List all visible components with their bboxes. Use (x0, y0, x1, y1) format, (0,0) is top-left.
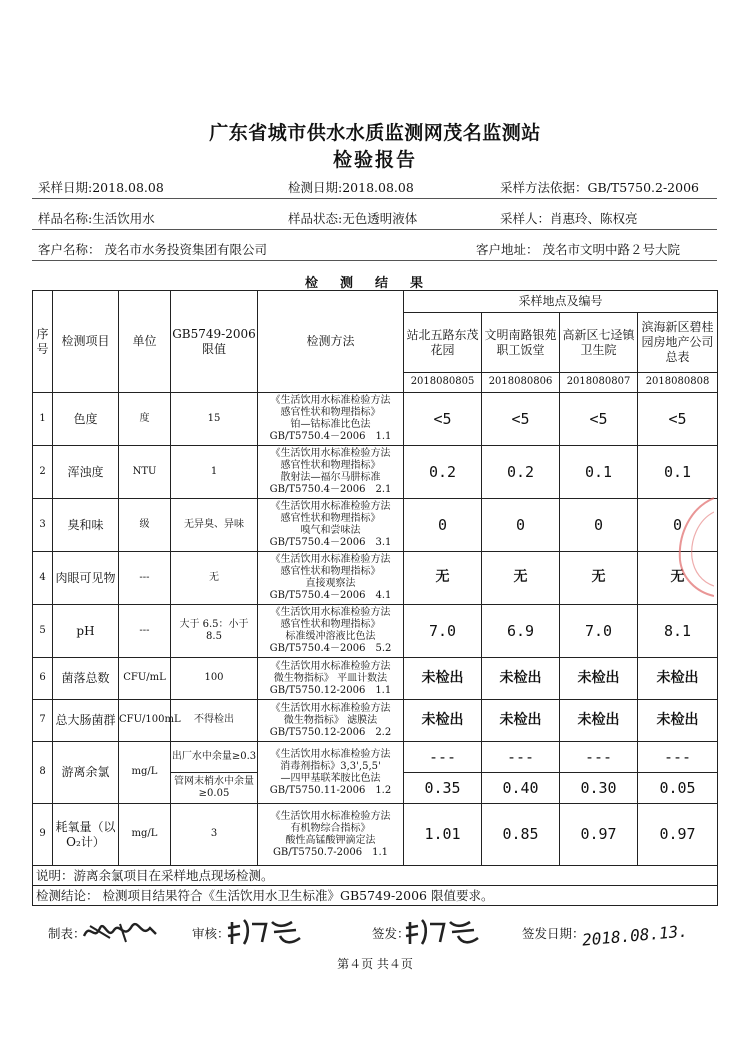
header-seq: 序号 (33, 291, 53, 393)
method-line: 嗅气和尝味法 (300, 525, 361, 536)
row-unit: mg/L (119, 742, 171, 804)
method-line: GB/T5750.4－2006 5.2 (269, 643, 392, 654)
method-line: GB/T5750.4－2006 2.1 (269, 484, 392, 495)
row-value: 未检出 (482, 700, 560, 742)
row-seq: 4 (33, 552, 53, 605)
test-date: 检测日期:2018.08.08 (288, 180, 414, 195)
prepared-by-label: 制表： (48, 926, 86, 941)
row-value: --- (482, 742, 560, 773)
row-value: 1.01 (404, 804, 482, 866)
row-value: 7.0 (404, 605, 482, 658)
row-limit: 管网末梢水中余量≥0.05 (171, 773, 258, 804)
method-line: 散射法—福尔马肼标准 (280, 472, 381, 483)
row-unit: 度 (119, 393, 171, 446)
reviewed-by-label: 审核： (192, 926, 230, 941)
site-name: 文明南路银苑职工饭堂 (482, 313, 560, 373)
row-value: 0.85 (482, 804, 560, 866)
row-method (258, 446, 404, 499)
row-value: 0.30 (560, 773, 638, 804)
site-code: 2018080806 (482, 373, 560, 393)
method-line: GB/T5750.12-2006 1.1 (269, 684, 392, 696)
row-seq: 1 (33, 393, 53, 446)
row-unit: 级 (119, 499, 171, 552)
row-seq: 9 (33, 804, 53, 866)
method-line: 标准缓冲溶液比色法 (285, 631, 376, 642)
row-value: 7.0 (560, 605, 638, 658)
method-line: GB/T5750.4－2006 3.1 (269, 537, 392, 548)
row-value: 0 (638, 499, 718, 552)
row-value: 0.1 (638, 446, 718, 499)
method-line: 感官性状和物理指标》 (280, 619, 381, 630)
row-unit: NTU (119, 446, 171, 499)
sampler: 采样人：肖惠玲、陈权亮 (500, 211, 638, 226)
row-value: <5 (560, 393, 638, 446)
header-item: 检测项目 (53, 291, 119, 393)
table-row (33, 742, 718, 773)
method-line: GB/T5750.11-2006 1.2 (269, 784, 392, 796)
method-line: 微生物指标》 滤膜法 (283, 714, 378, 726)
method-line: GB/T5750.4－2006 4.1 (269, 590, 392, 601)
header-method: 检测方法 (258, 291, 404, 393)
row-limit: 无 (171, 552, 258, 605)
row-seq: 7 (33, 700, 53, 742)
reviewed-by-signature (226, 914, 306, 948)
method-line: 《生活饮用水标准检验方法 (270, 810, 391, 822)
issue-date: 2018.08.13. (581, 921, 689, 950)
table-row (33, 393, 718, 446)
row-value: 0.1 (560, 446, 638, 499)
method-line: 直接观察法 (305, 578, 356, 589)
method-line: 感官性状和物理指标》 (280, 460, 381, 471)
table-row (33, 700, 718, 742)
client-name: 客户名称： 茂名市水务投资集团有限公司 (38, 242, 267, 257)
method-line: 《生活饮用水标准检验方法 (270, 448, 391, 459)
row-limit: 3 (171, 804, 258, 866)
row-unit: CFU/mL (119, 658, 171, 700)
row-value: 0 (404, 499, 482, 552)
page-number: 第４页 共４页 (337, 957, 413, 971)
divider (32, 229, 717, 230)
method-line: 微生物指标》 平皿计数法 (273, 672, 388, 684)
row-method (258, 700, 404, 742)
site-code: 2018080808 (638, 373, 718, 393)
row-value: 0 (560, 499, 638, 552)
row-seq: 8 (33, 742, 53, 804)
row-seq: 6 (33, 658, 53, 700)
row-method (258, 804, 404, 866)
row-method (258, 499, 404, 552)
row-value: 未检出 (638, 658, 718, 700)
sample-state: 样品状态:无色透明液体 (288, 211, 418, 226)
row-item: 臭和味 (53, 499, 119, 552)
header-sites-group: 采样地点及编号 (404, 291, 718, 313)
row-value: <5 (482, 393, 560, 446)
method-line: 感官性状和物理指标》 (280, 407, 381, 418)
divider (32, 260, 717, 261)
row-value: 无 (482, 552, 560, 605)
row-value: 未检出 (560, 700, 638, 742)
method-line: 《生活饮用水标准检验方法 (270, 660, 391, 672)
table-row (33, 804, 718, 866)
method-line: GB/T5750.12-2006 2.2 (269, 726, 392, 738)
method-line: 铂—钴标准比色法 (290, 419, 371, 430)
row-item: pH (53, 605, 119, 658)
row-unit: CFU/100mL (119, 700, 171, 742)
row-item: 总大肠菌群 (53, 700, 119, 742)
method-line: —四甲基联苯胺比色法 (280, 772, 381, 784)
row-item: 耗氧量（以O₂计） (53, 804, 119, 866)
row-value: 0.05 (638, 773, 718, 804)
row-value: 0.97 (638, 804, 718, 866)
row-value: 无 (404, 552, 482, 605)
prepared-by-signature (80, 916, 160, 946)
row-limit: 无异臭、异味 (171, 499, 258, 552)
row-value: --- (404, 742, 482, 773)
row-unit: --- (119, 605, 171, 658)
row-unit: --- (119, 552, 171, 605)
method-line: 有机物综合指标》 (290, 822, 371, 834)
row-value: 6.9 (482, 605, 560, 658)
table-row (33, 499, 718, 552)
table-row (33, 605, 718, 658)
row-limit: 15 (171, 393, 258, 446)
row-value: 0.2 (404, 446, 482, 499)
method-line: GB/T5750.7-2006 1.1 (272, 846, 389, 858)
site-code: 2018080807 (560, 373, 638, 393)
row-limit: 出厂水中余量≥0.3 (171, 742, 258, 773)
site-name: 高新区七迳镇卫生院 (560, 313, 638, 373)
method-line: 酸性高锰酸钾滴定法 (285, 834, 376, 846)
row-limit: 不得检出 (171, 700, 258, 742)
method-line: 《生活饮用水标准检验方法 (270, 554, 391, 565)
row-value: 0.2 (482, 446, 560, 499)
table-row (33, 446, 718, 499)
row-value: --- (560, 742, 638, 773)
sample-name: 样品名称:生活饮用水 (38, 211, 155, 226)
row-value: --- (638, 742, 718, 773)
row-value: 未检出 (638, 700, 718, 742)
site-name: 滨海新区碧桂园房地产公司总表 (638, 313, 718, 373)
row-method (258, 393, 404, 446)
row-item: 游离余氯 (53, 742, 119, 804)
row-item: 浑浊度 (53, 446, 119, 499)
header-limit: GB5749-2006 限值 (171, 291, 258, 393)
method-line: 《生活饮用水标准检验方法 (270, 748, 391, 760)
method-line: 感官性状和物理指标》 (280, 566, 381, 577)
row-value: 0.35 (404, 773, 482, 804)
report-title: 广东省城市供水水质监测网茂名监测站 (209, 122, 541, 144)
row-value: <5 (638, 393, 718, 446)
issued-by-signature (404, 914, 484, 948)
row-item: 肉眼可见物 (53, 552, 119, 605)
header-unit: 单位 (119, 291, 171, 393)
method-line: 《生活饮用水标准检验方法 (270, 395, 391, 406)
results-title: 检测结果 (304, 276, 445, 291)
method-line: 《生活饮用水标准检验方法 (270, 501, 391, 512)
table-note: 说明：游离余氯项目在采样地点现场检测。 (33, 866, 718, 886)
issued-by-label: 签发： (372, 926, 410, 941)
row-value: 无 (560, 552, 638, 605)
row-value: 0 (482, 499, 560, 552)
row-limit: 1 (171, 446, 258, 499)
row-value: 未检出 (482, 658, 560, 700)
row-limit: 100 (171, 658, 258, 700)
row-value: 未检出 (560, 658, 638, 700)
row-limit: 大于 6.5：小于 8.5 (171, 605, 258, 658)
issue-date-label: 签发日期： (522, 926, 585, 941)
sampling-method: 采样方法依据：GB/T5750.2-2006 (500, 180, 699, 195)
test-conclusion: 检测结论： 检测项目结果符合《生活饮用水卫生标准》GB5749-2006 限值要求。 (33, 886, 718, 906)
row-value: 0.40 (482, 773, 560, 804)
row-method (258, 658, 404, 700)
method-line: GB/T5750.4－2006 1.1 (269, 431, 392, 442)
row-method (258, 742, 404, 804)
site-code: 2018080805 (404, 373, 482, 393)
row-method (258, 605, 404, 658)
row-value: 未检出 (404, 658, 482, 700)
row-value: 0.97 (560, 804, 638, 866)
client-address: 客户地址： 茂名市文明中路２号大院 (476, 242, 680, 257)
sample-date: 采样日期:2018.08.08 (38, 180, 164, 195)
row-value: 未检出 (404, 700, 482, 742)
row-value: <5 (404, 393, 482, 446)
divider (32, 198, 717, 199)
row-seq: 3 (33, 499, 53, 552)
table-row (33, 552, 718, 605)
row-method (258, 552, 404, 605)
row-seq: 5 (33, 605, 53, 658)
site-name: 站北五路东茂花园 (404, 313, 482, 373)
table-row (33, 658, 718, 700)
method-line: 消毒剂指标》3,3',5,5' (280, 760, 381, 772)
official-seal-fragment (668, 490, 714, 600)
report-subtitle: 检验报告 (332, 149, 417, 171)
row-item: 菌落总数 (53, 658, 119, 700)
row-item: 色度 (53, 393, 119, 446)
row-value: 8.1 (638, 605, 718, 658)
row-value: 无 (638, 552, 718, 605)
row-seq: 2 (33, 446, 53, 499)
method-line: 《生活饮用水标准检验方法 (270, 702, 391, 714)
results-table (32, 290, 718, 906)
method-line: 《生活饮用水标准检验方法 (270, 607, 391, 618)
row-unit: mg/L (119, 804, 171, 866)
method-line: 感官性状和物理指标》 (280, 513, 381, 524)
